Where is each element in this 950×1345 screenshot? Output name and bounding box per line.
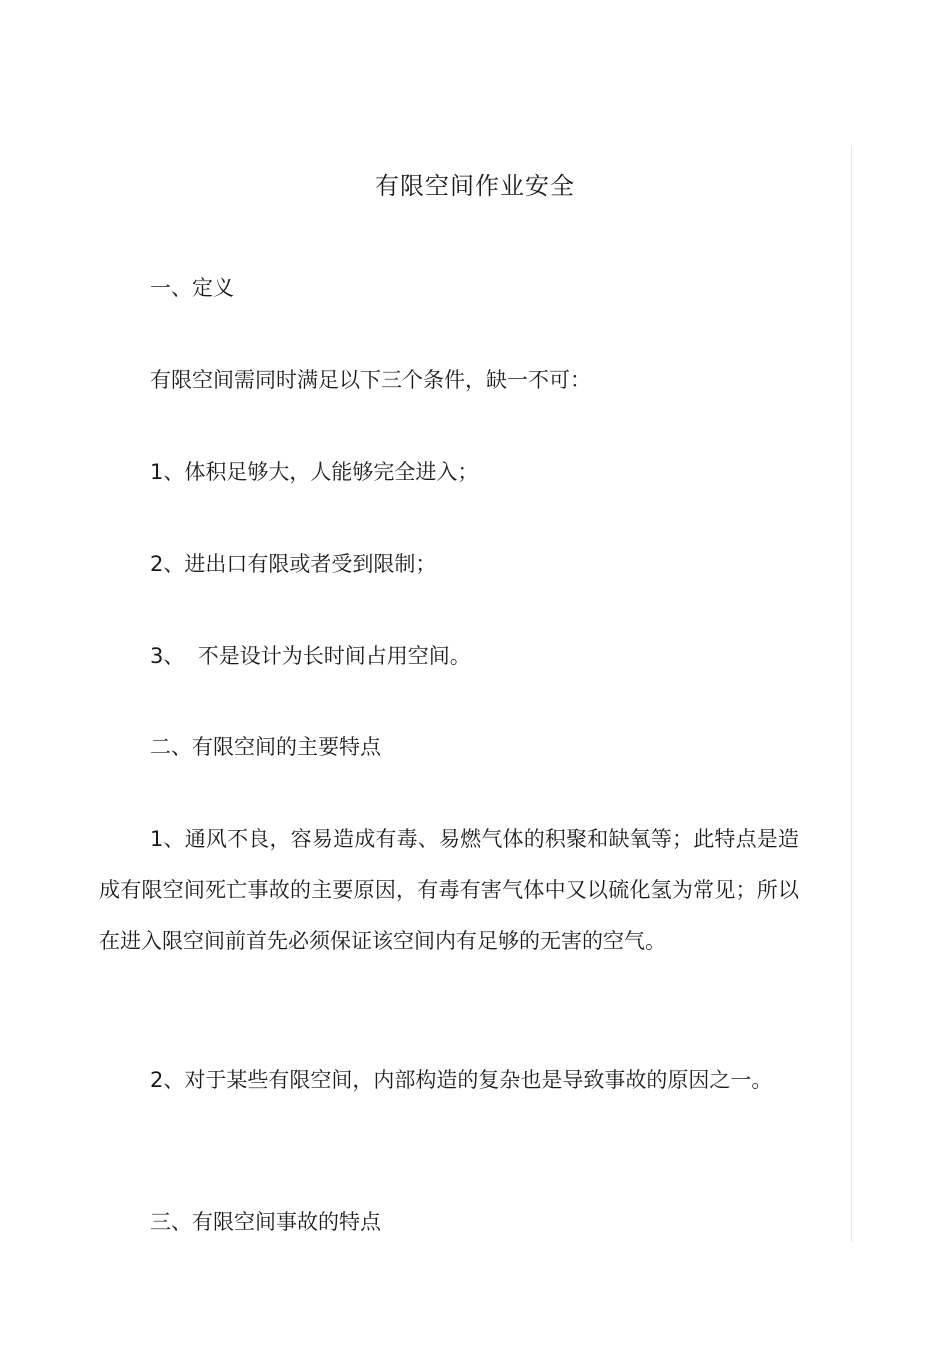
section-heading-features: 二、有限空间的主要特点 (150, 735, 381, 759)
feature-paragraph-1: 1、通风不良，容易造成有毒、易燃气体的积聚和缺氧等；此特点是造成有限空间死亡事故的主要原因，有毒有害气体中又以硫化氢为常见；所以在进入限空间前首先必须保证该空间内有足够的无害的空气。 (99, 827, 799, 953)
condition-item-3: 3、 不是设计为长时间占用空间。 (150, 644, 471, 668)
definition-intro: 有限空间需同时满足以下三个条件，缺一不可： (150, 368, 591, 392)
document-title: 有限空间作业安全 (375, 172, 575, 200)
condition-item-2: 2、进出口有限或者受到限制； (150, 552, 437, 576)
condition-item-1: 1、体积足够大，人能够完全进入； (150, 460, 479, 484)
section-heading-definition: 一、定义 (150, 276, 234, 300)
feature-paragraph-2: 2、对于某些有限空间，内部构造的复杂也是导致事故的原因之一。 (150, 1068, 773, 1092)
section-heading-accident-features: 三、有限空间事故的特点 (150, 1210, 381, 1234)
